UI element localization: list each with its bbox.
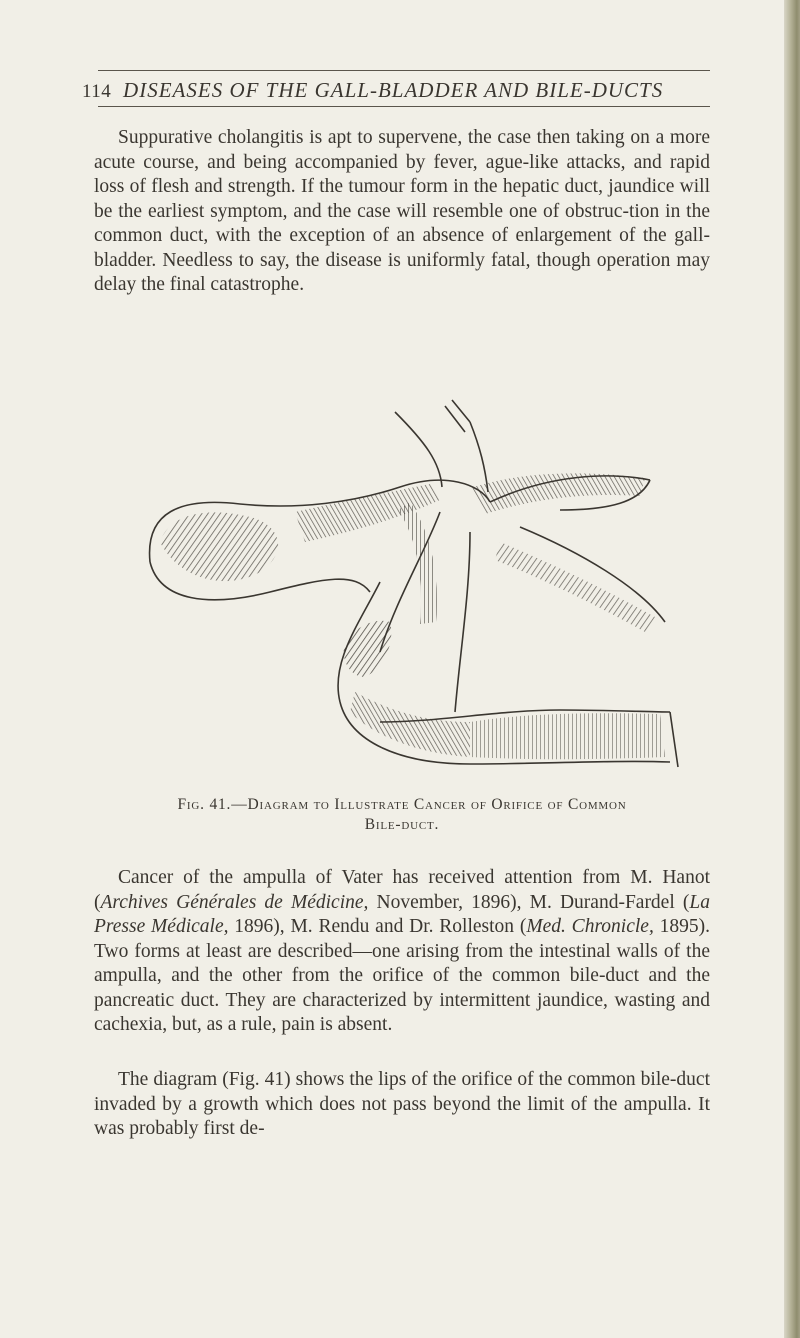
running-title: DISEASES OF THE GALL-BLADDER AND BILE-DUCTS [123, 78, 664, 102]
header-top-rule [98, 70, 710, 71]
right-wall-tissue [470, 473, 645, 514]
paragraph-diagram-description: The diagram (Fig. 41) shows the lips of the orifice of the common bile-duct invaded by a growth which does not pass beyond the limit of the ampulla. It was probably first de- [94, 1069, 710, 1139]
bile-duct-cancer-diagram [140, 392, 680, 782]
caption-line-2: Bile-duct. [364, 816, 440, 833]
reference-med-chronicle: Med. Chronicle, [526, 916, 654, 937]
growth-mass [344, 621, 392, 677]
duct-tip [445, 400, 470, 432]
paragraph-ampulla-cancer [94, 866, 710, 1038]
central-duct-right [455, 532, 470, 712]
paragraph-suppurative-cholangitis: Suppurative cholangitis is apt to supervene, the case then taking on a more acute course, and being accompanied by fever, ague-like attacks, and rapid loss of flesh and strength. If the tumour form in the hepatic duct, jaundice will be the earliest symptom, and the case will resemble one of obstruc-tion in the common duct, with the exception of an absence of enlargement of the gall-bladder. Needless to say, the disease is uniformly fatal, though operation may delay the final catastrophe. [94, 127, 710, 295]
text-run: 1895). Two forms at least are described—one arising from the intestinal walls of the ampulla, and the other from the orifice of the common bile-duct and the pancreatic duct. They are characterized by intermittent jaundice, wasting and cachexia, but, as a rule, pain is absent. [94, 916, 710, 1035]
header-bottom-rule [98, 106, 710, 107]
caption-line-1: Fig. 41.—Diagram to Illustrate Cancer of Orifice of Common [177, 796, 627, 813]
reference-archives: Archives Générales de Médicine, [100, 891, 369, 913]
figure-caption [94, 795, 710, 835]
text-run: Cancer of the ampulla of Vater has received attention from M. Hanot ( [94, 867, 710, 913]
diagram-outlines [150, 400, 678, 767]
text-run: November, 1896), M. Durand-Fardel ( [368, 891, 690, 913]
duct-right-wall [470, 422, 488, 492]
page-header [82, 78, 722, 103]
ampulla-tissue-right [470, 713, 665, 759]
page-number: 114 [82, 81, 112, 102]
duct-left-wall [395, 412, 442, 487]
right-lower-tissue [495, 542, 655, 632]
page-edge-shadow [784, 0, 800, 1338]
ampulla-right-edge [670, 712, 678, 767]
ampulla-tissue-left [350, 692, 470, 757]
reference-presse-medicale: La Presse Médicale, [94, 891, 711, 937]
left-lobe-tissue [160, 512, 278, 581]
text-run: 1896), M. Rendu and Dr. Rolleston ( [228, 916, 527, 937]
